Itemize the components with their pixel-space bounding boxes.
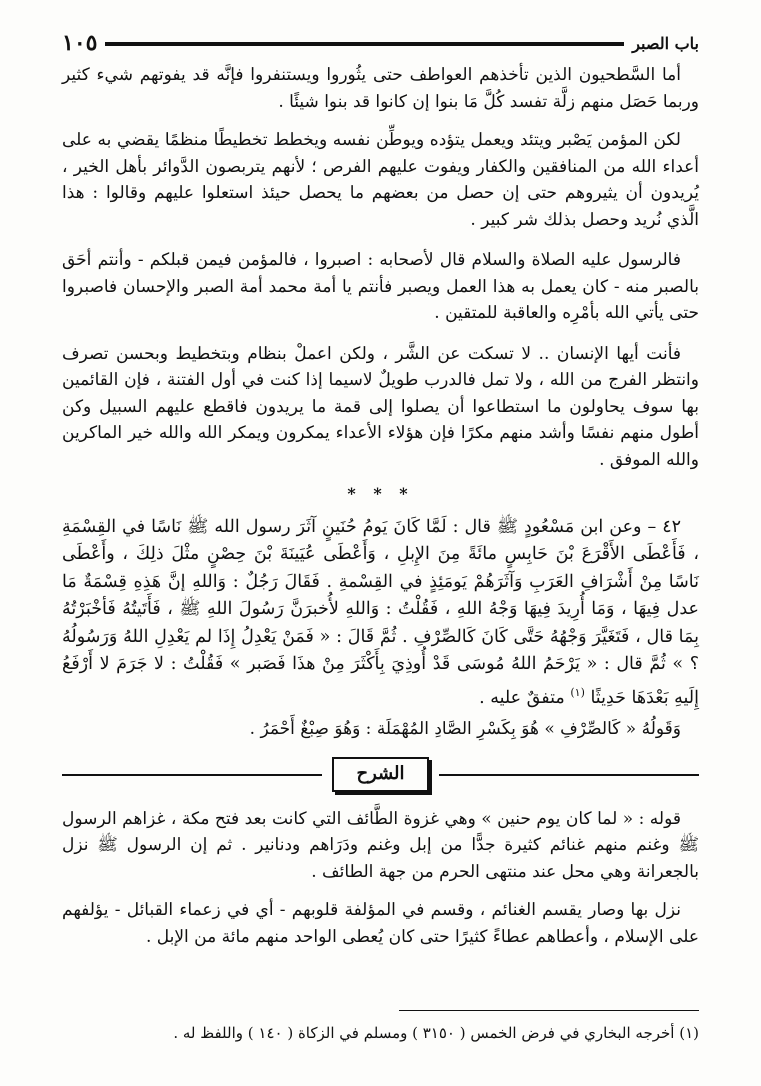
paragraph: فأنت أيها الإنسان .. لا تسكت عن الشَّر ، ولكن اعملْ بنظام وبتخطيط وبحسن تصرف وانتظر الفرج من الله ، ولا تمل فالدرب طويلٌ لاسيما إذا كنت في أول الفتنة ، فإن القائمين بها سوف يحاولون ما استطاعوا أن يصلوا إلى قمة ما يريدون فاقطع عليهم السبيل وكن أطول منهم نفسًا وأشد منهم مكرًا فإن هؤلاء الأعداء يمكرون ويمكر الله والله خير الماكرين والله الموفق . — [62, 343, 699, 470]
sharh-heading — [62, 757, 699, 792]
heading-rule — [62, 774, 322, 776]
page-number: ١٠٥ — [62, 30, 98, 56]
hadith-text — [62, 514, 699, 712]
paragraph: لكن المؤمن يَصْبر ويتئد ويعمل يتؤده ويوطِّن نفسه ويخطط تخطيطًا منظمًا يقضي به على أعداء الله من المنافقين والكفار ويفوت عليهم الفرص ؛ لأنهم يتربصون الدَّوائر بأهل الخير ، يُريدون أن يثيروهم حتى إن حصل من بعضهم ما يحصل حيئذ استعلوا عليهم وقالوا : هذا الَّذي نُريد وحصل بذلك شر كبير . — [62, 130, 699, 230]
header-rule — [105, 42, 624, 46]
chapter-title: باب الصبر — [632, 33, 699, 53]
sharh-title: الشرح — [332, 757, 428, 792]
commentary-paragraph: نزل بها وصار يقسم الغنائم ، وقسم في المؤلفة قلوبهم - أي في زعماء القبائل - يؤلفهم على الإسلام ، وأعطاهم عطاءً كثيرًا حتى كان يُعطى الواحد منهم مائة من الإبل . — [62, 900, 699, 947]
section-separator: * * * — [347, 484, 414, 503]
paragraph: فالرسول عليه الصلاة والسلام قال لأصحابه : اصبروا ، فالمؤمن فيمن قبلكم - وأنتم أحَق بالصبر منه - كان يعمل به هذا العمل ويصبر فأنتم يا أمة محمد أمة الصبر والإحسان فاصبروا حتى يأتي الله بأمْرِه والعاقبة للمتقين . — [62, 250, 699, 323]
hadith-grading: متفقٌ عليه . — [479, 687, 565, 708]
page-header — [62, 30, 699, 56]
paragraph: أما السَّطحيون الذين تأخذهم العواطف حتى يثُوروا ويستنفروا فإنَّه قد يفوتهم شيء كثير وربما حَصَل منهم زلَّة تفسد كُلَّ مَا بنوا إن كانوا قد بنوا شيئًا . — [62, 65, 699, 112]
hadith-note: وَقَولُهُ « كَالصِّرْفِ » هُوَ بِكَسْرِ الصَّادِ المُهْمَلَة : وَهُوَ صِبْغٌ أَحْمَرُ . — [249, 718, 681, 739]
footnote-rule — [399, 1010, 699, 1011]
page-body — [62, 62, 699, 950]
footnote: (١) أخرجه البخاري في فرض الخمس ( ٣١٥٠ ) ومسلم في الزكاة ( ١٤٠ ) واللفظ له . — [173, 1024, 699, 1042]
footnote-ref: (١) — [570, 685, 585, 699]
heading-rule — [439, 774, 699, 776]
hadith-body: ٤٢ – وعن ابن مَسْعُودٍ ﷺ قال : لَمَّا كَانَ يَومُ حُنَينٍ آثَرَ رسول الله ﷺ نَاسًا في القِسْمَةِ ، فَأَعْطَى الأَقْرَعَ بْنَ حَابِسٍ مائَةً مِنَ الإِبلِ ، وَأَعْطَى عُيَينَةَ بْنَ حِصْنٍ مثْلَ ذلِكَ ، وأَعْطَى نَاسًا مِنْ أَشْرَافِ العَرَبِ وَآثَرَهُمْ يَومَئِذٍ في القِسْمةِ . فَقَالَ رَجُلٌ : وَاللهِ إنَّ هَذِهِ قِسْمَةٌ مَا عدل فِيهَا ، وَمَا أُرِيدَ فِيهَا وَجْهُ اللهِ ، فَقُلْتُ : وَاللهِ لأُخبرَنَّ رَسُولَ اللهِ ﷺ ، فَأَتَيتُهُ فَأخْبَرْتُهُ بِمَا قال ، فَتَغَيَّرَ وَجْهُهُ حَتَّى كَانَ كَالصِّرْفِ . ثُمَّ قَالَ : « فَمَنْ يَعْدِلُ إِذَا لم يَعْدِلِ اللهُ وَرَسُولُهُ ؟ » ثُمَّ قال : « يَرْحَمُ اللهُ مُوسَى قَدْ أُوذِيَ بِأَكْثَرَ مِنْ هذَا فَصَبر » فَقُلْتُ : لا جَرَمَ لا أَرْفَعُ إِلَيهِ بَعْدَهَا حَدِيثًا — [62, 516, 699, 708]
commentary-paragraph: قوله : « لما كان يوم حنين » وهي غزوة الطَّائف التي كانت بعد فتح مكة ، غزاهم الرسول ﷺ وغنم منهم غنائم كثيرة جدًّا من إبل وغنم ودَرَاهم ودنانير . ثم إن الرسول ﷺ نزل بالجعرانة وهي محل عند منتهى الحرم من جهة الطائف . — [62, 808, 699, 882]
